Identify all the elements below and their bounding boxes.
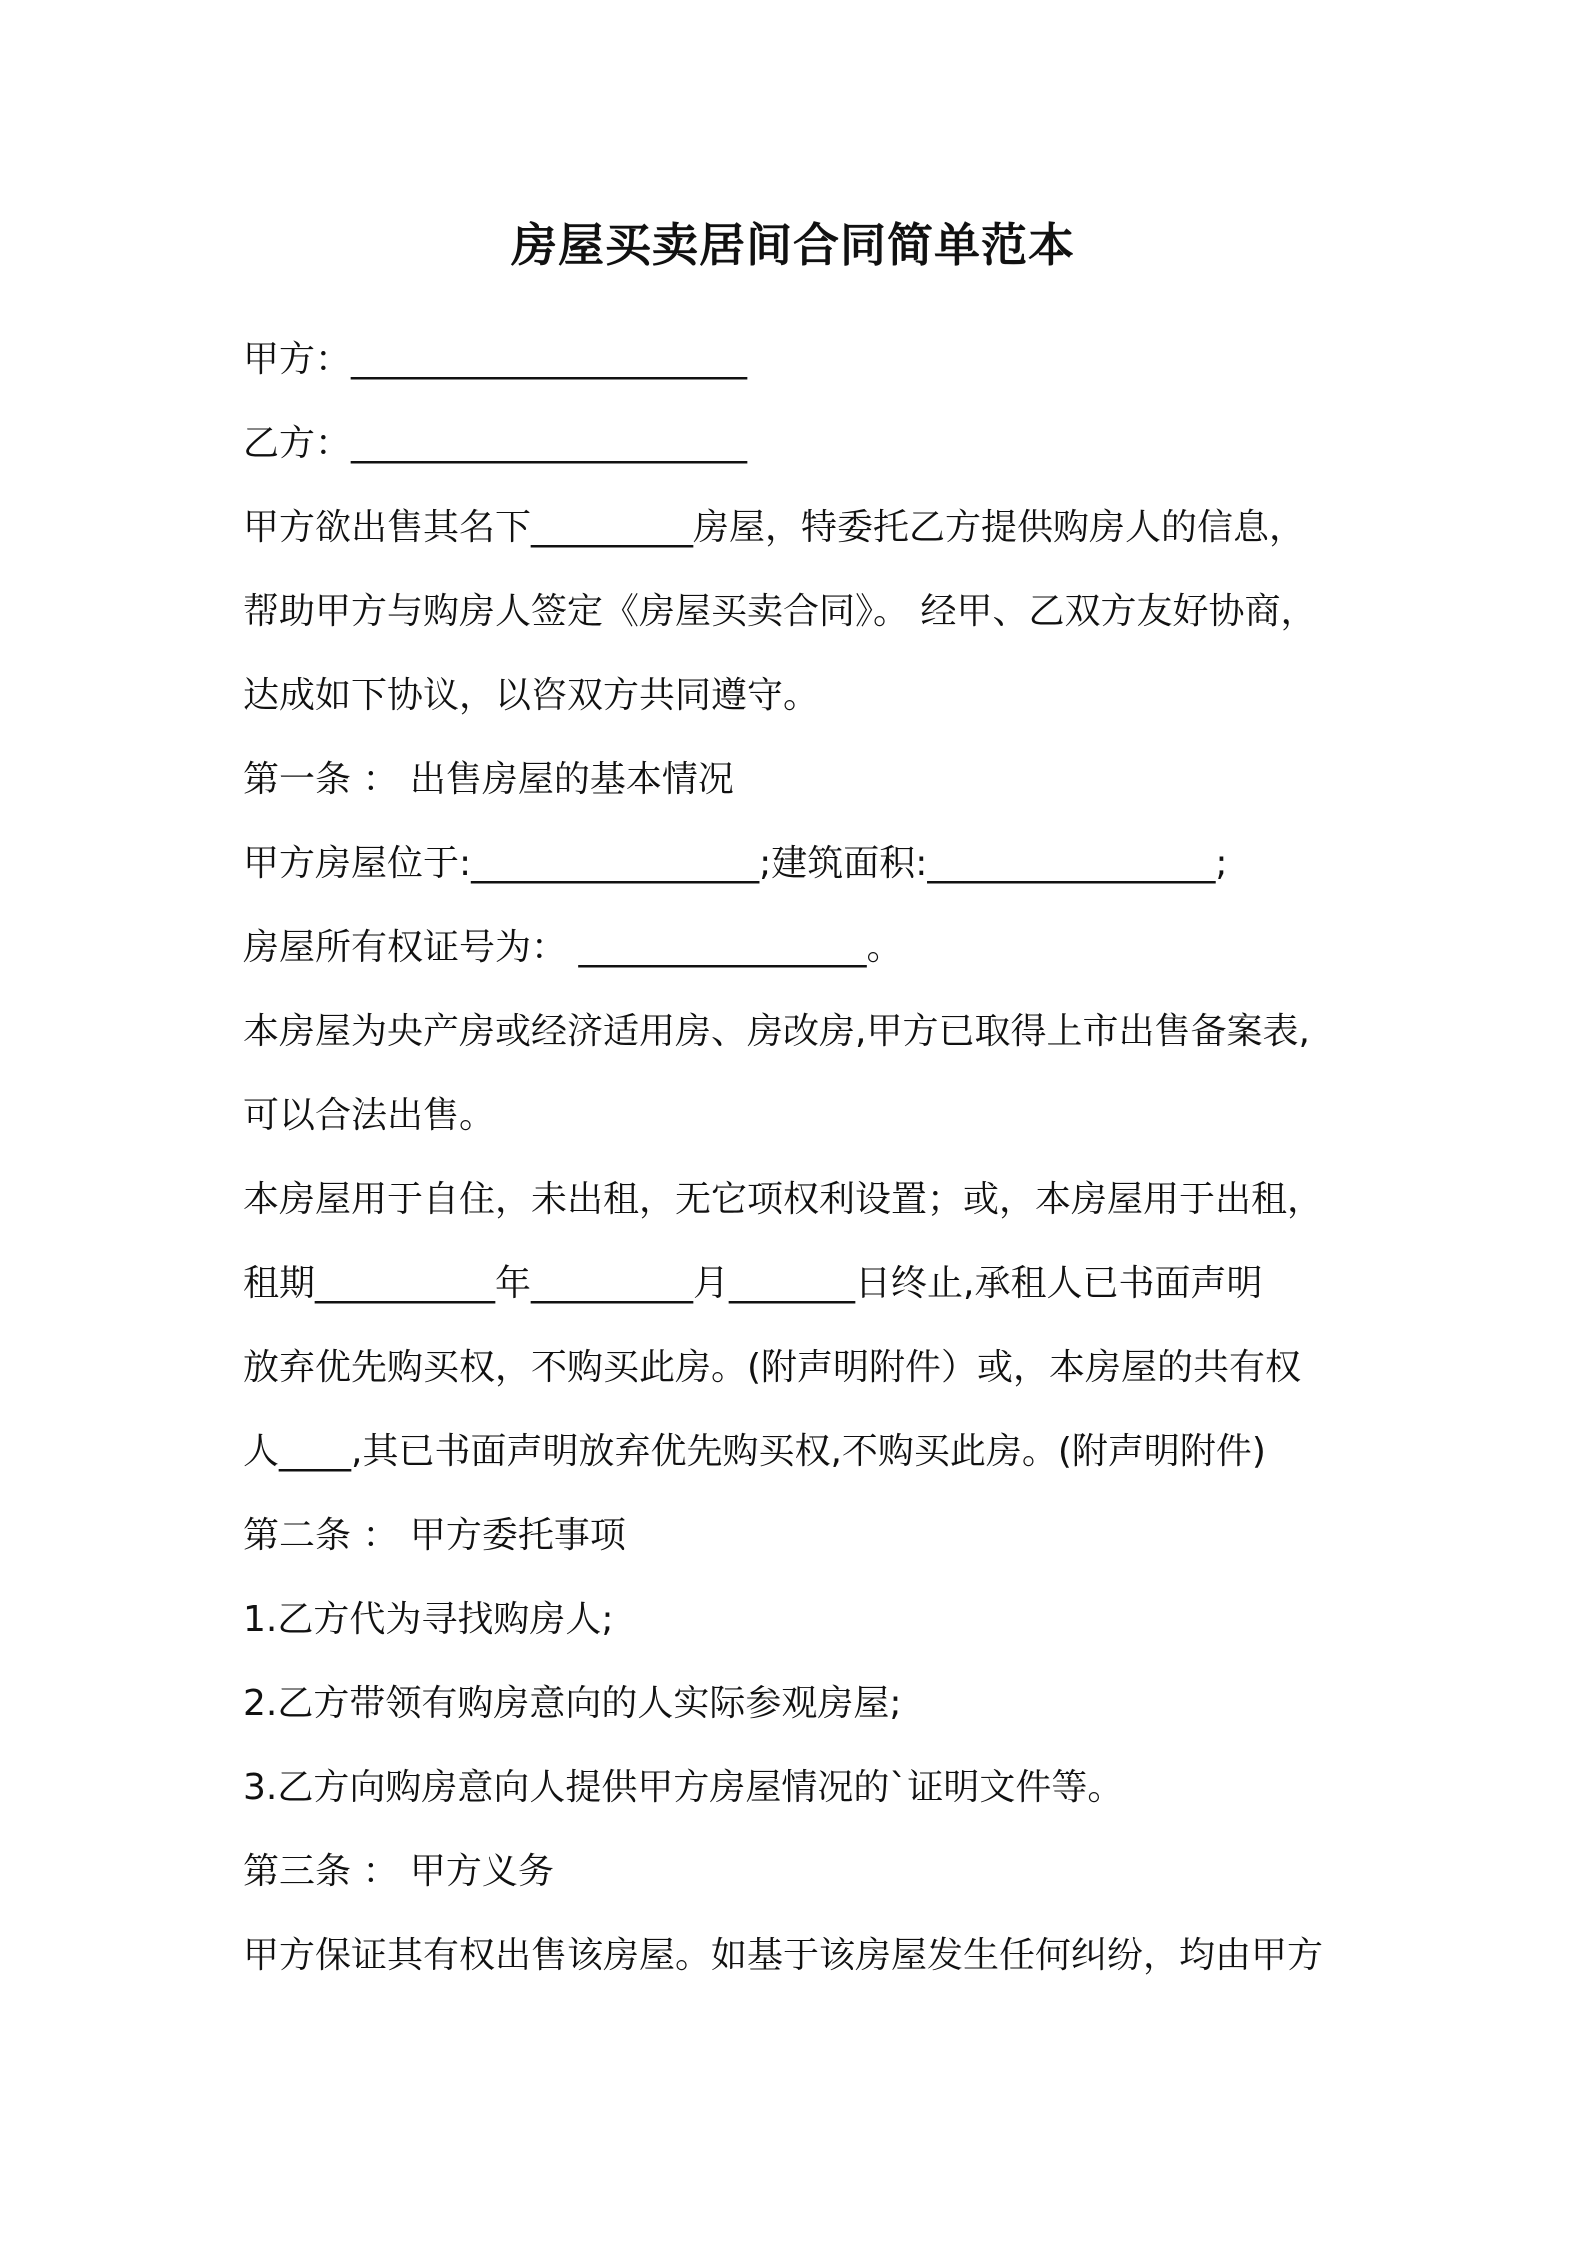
article-heading: 第一条 ： 出售房屋的基本情况: [243, 759, 734, 800]
article-heading: 第三条 ： 甲方义务: [243, 1851, 554, 1892]
party-b-line: 乙方：______________________: [243, 423, 748, 464]
list-item: 3.乙方向购房意向人提供甲方房屋情况的`证明文件等。: [243, 1767, 1124, 1808]
article-text-line: 甲方房屋位于:________________;建筑面积:________________;: [243, 843, 1228, 884]
party-a-line: 甲方：______________________: [243, 339, 748, 380]
intro-paragraph-line: 帮助甲方与购房人签定《房屋买卖合同》。 经甲、乙双方友好协商，: [243, 591, 1317, 632]
article-text-line: 放弃优先购买权，不购买此房。(附声明附件）或，本房屋的共有权: [243, 1347, 1302, 1388]
list-item: 1.乙方代为寻找购房人;: [243, 1599, 614, 1640]
article-heading: 第二条 ： 甲方委托事项: [243, 1515, 626, 1556]
article-text-line: 房屋所有权证号为： ________________。: [243, 927, 903, 968]
article-text-line: 人____,其已书面声明放弃优先购买权,不购买此房。(附声明附件): [243, 1431, 1266, 1472]
article-text-line: 甲方保证其有权出售该房屋。如基于该房屋发生任何纠纷，均由甲方: [243, 1935, 1324, 1976]
document-body: [243, 318, 1363, 1998]
document-title: 房屋买卖居间合同简单范本: [511, 218, 1075, 272]
intro-paragraph-line: 达成如下协议，以咨双方共同遵守。: [243, 675, 820, 716]
article-text-line: 可以合法出售。: [243, 1095, 496, 1136]
intro-paragraph-line: 甲方欲出售其名下_________房屋，特委托乙方提供购房人的信息，: [243, 507, 1306, 548]
article-text-line: 本房屋用于自住，未出租，无它项权利设置；或，本房屋用于出租，: [243, 1179, 1324, 1220]
article-text-line: 本房屋为央产房或经济适用房、房改房,甲方已取得上市出售备案表,: [243, 1011, 1310, 1052]
list-item: 2.乙方带领有购房意向的人实际参观房屋;: [243, 1683, 902, 1724]
article-text-line: 租期__________年_________月_______日终止,承租人已书面声明: [243, 1263, 1263, 1304]
